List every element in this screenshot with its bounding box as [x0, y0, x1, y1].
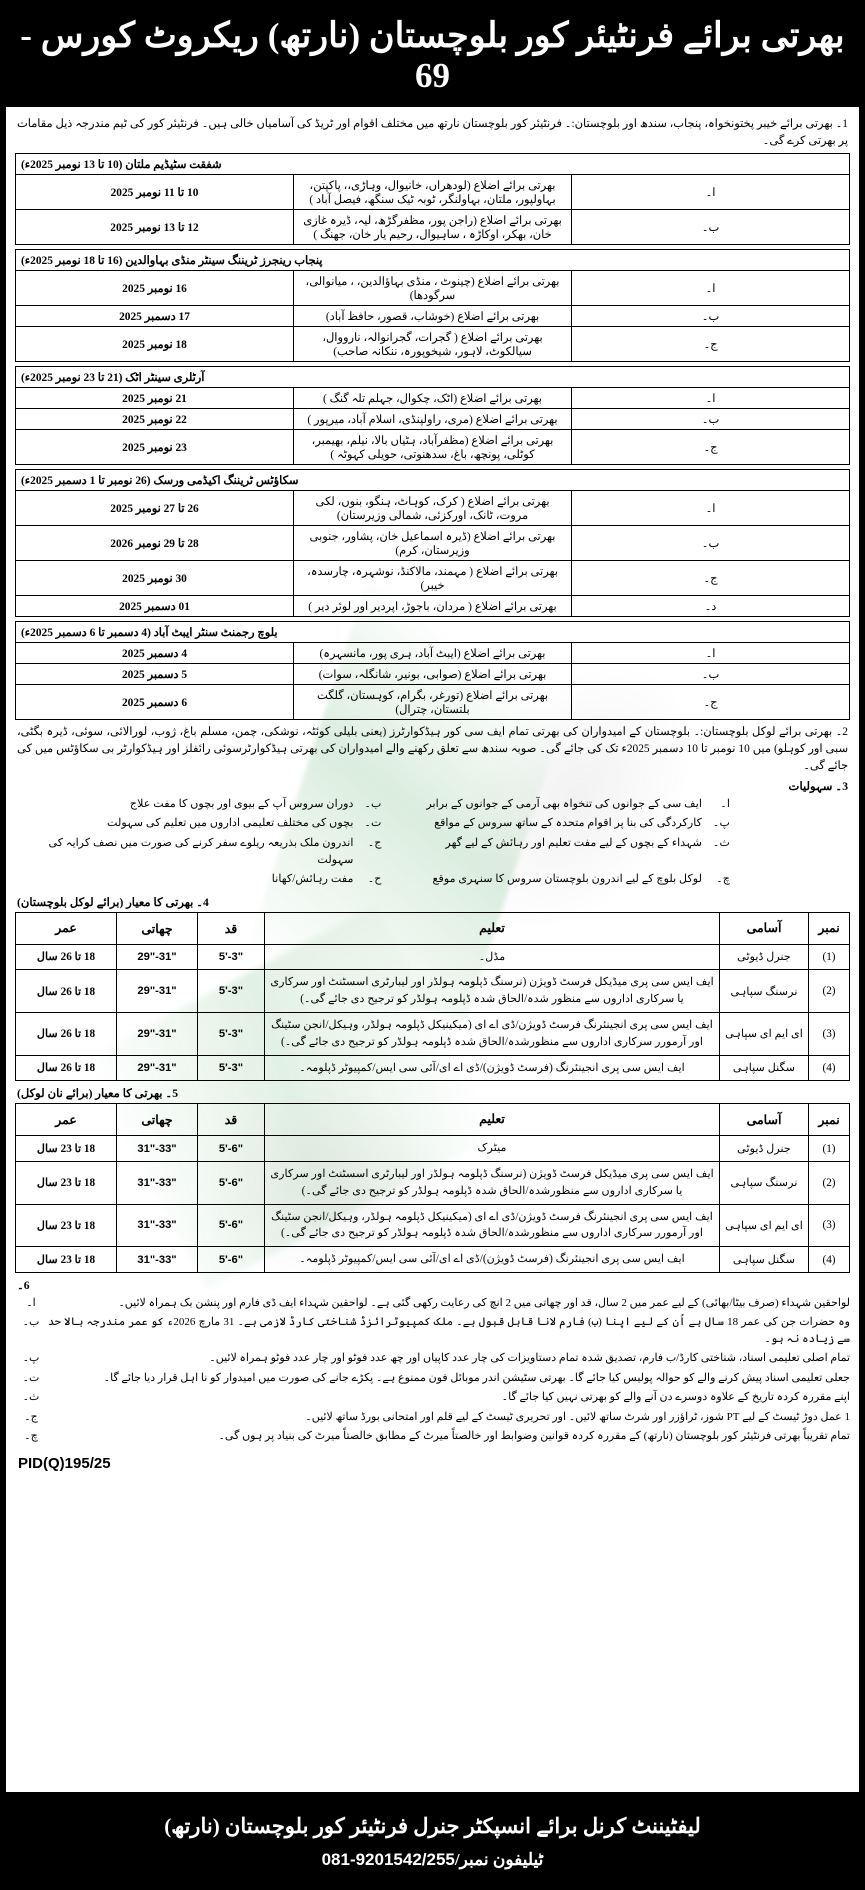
row-chest: 29"-31": [117, 1012, 198, 1055]
row-education: مڈل۔: [265, 944, 720, 970]
schedule-venue-row: [16, 469, 850, 490]
row-index: ا۔: [572, 174, 850, 209]
row-age: 18 تا 26 سال: [16, 970, 117, 1013]
column-header: چھاتی: [117, 1104, 198, 1136]
row-age: 18 تا 23 سال: [16, 1161, 117, 1204]
row-date: 17 دسمبر 2025: [16, 305, 294, 326]
note-text: اپنے مقررہ کردہ تاریخ کے علاوہ دوسرے دن آنے والے کو بھرتی نہیں کیا جائے گا۔: [501, 1391, 850, 1404]
row-number: (4): [809, 1055, 850, 1081]
facility-label: ح۔: [367, 873, 382, 886]
row-age: 18 تا 26 سال: [16, 1055, 117, 1081]
note-label: ث۔: [22, 1391, 40, 1404]
facility-item: [386, 814, 851, 833]
page-footer: [0, 1792, 865, 1886]
schedule-table: [15, 153, 850, 245]
venue-name: شفقت سٹیڈیم ملتان (10 تا 13 نومبر 2025ء): [16, 153, 850, 174]
table-header-row: [16, 912, 850, 944]
row-post: سگنل سپاہی: [720, 1247, 809, 1273]
facility-item: [386, 795, 851, 814]
row-districts: بھرتی برائے اضلاع (ڈیرہ اسماعیل خان، پشاور، جنوبی وزیرستان، کرم): [294, 525, 572, 560]
note-text: لواحقین شہداء (صرف بیٹا/بھائی) کے لیے عمر میں 2 سال، قد اور چھاتی میں 2 انچ کی رعایت رکھی گئی ہے۔ لواحقین شہداء ایف ڈی فارم اور پنشن بک ہمراہ لائیں۔: [118, 1296, 850, 1309]
table-row: [16, 970, 850, 1013]
row-age: 18 تا 23 سال: [16, 1136, 117, 1162]
row-date: 12 تا 13 نومبر 2025: [16, 209, 294, 244]
table-row: [16, 1012, 850, 1055]
note-label: چ۔: [24, 1430, 38, 1443]
row-chest: 31"-33": [117, 1247, 198, 1273]
facility-label: ا۔: [720, 798, 730, 811]
row-height: 5'-6": [198, 1247, 265, 1273]
row-index: ج۔: [572, 429, 850, 464]
schedule-table: [15, 249, 850, 362]
facility-text: شہداء کے بچوں کے لیے مفت تعلیم اور رہائش کے لیے گھر: [445, 836, 702, 849]
row-education: ایف ایس سی پری انجینئرنگ (فرسٹ ڈویژن)/ڈی اے ای/آئی سی ایس/کمپیوٹر ڈپلومہ۔: [265, 1055, 720, 1081]
row-education: ایف ایس سی پری انجینئرنگ فرسٹ ڈویژن/ڈی اے ای (میکینیکل ڈپلومہ ہولڈر، وہیکل/انجن سٹینگ اور آرمورر سرکاری اداروں سے منظورشدہ/الحاق شدہ ڈپلومہ ہولڈر کو ترجیح دی جائے گی۔): [265, 1204, 720, 1247]
facility-item: [15, 814, 386, 833]
row-post: سگنل سپاہی: [720, 1055, 809, 1081]
facility-row: [15, 795, 850, 814]
row-index: ب۔: [572, 663, 850, 684]
venue-name: پنجاب رینجرز ٹریننگ سینٹر منڈی بہاوالدین (16 تا 18 نومبر 2025ء): [16, 249, 850, 270]
criteria-nonlocal-table: [15, 1103, 850, 1273]
row-districts: بھرتی برائے اضلاع (خوشاب، قصور، حافظ آباد): [294, 305, 572, 326]
facility-item: [15, 795, 386, 814]
column-header: تعلیم: [265, 1104, 720, 1136]
facility-text: بچوں کی مختلف تعلیمی اداروں میں تعلیم کی سہولت: [106, 817, 354, 830]
row-districts: بھرتی برائے اضلاع (مری، راولپنڈی، اسلام آباد، میرپور ): [294, 408, 572, 429]
row-post: جنرل ڈیوٹی: [720, 944, 809, 970]
facilities-list: [15, 795, 850, 890]
advertisement-body: [6, 107, 859, 1792]
table-row: [16, 663, 850, 684]
note-label: ت۔: [22, 1371, 40, 1384]
note-item: [15, 1428, 850, 1445]
row-districts: بھرتی برائے اضلاع (راجن پور، مظفرگڑھ، لیہ، ڈیرہ غازی خان، بھکر، اوکاڑہ ، ساہیوال، رحیم یار خان، جھنگ ): [294, 209, 572, 244]
row-districts: بھرتی برائے اضلاع ( مہمند، مالاکنڈ، نوشہرہ، چارسدہ، خیبر): [294, 560, 572, 595]
notes-list: [15, 1278, 850, 1445]
row-date: 5 دسمبر 2025: [16, 663, 294, 684]
row-index: ا۔: [572, 387, 850, 408]
row-age: 18 تا 23 سال: [16, 1247, 117, 1273]
row-number: (2): [809, 1161, 850, 1204]
column-header: آسامی: [720, 912, 809, 944]
row-number: (4): [809, 1247, 850, 1273]
row-districts: بھرتی برائے اضلاع (تورغر، بگرام، کوہستان، گلگت بلتستان، چترال): [294, 684, 572, 719]
row-education: ایف ایس سی پری انجینئرنگ (فرسٹ ڈویژن)/ڈی اے ای/آئی سی ایس/کمپیوٹر ڈپلومہ۔: [265, 1247, 720, 1273]
row-number: (1): [809, 1136, 850, 1162]
table-row: [16, 595, 850, 616]
facility-label: ج۔: [367, 836, 382, 849]
row-chest: 29"-31": [117, 1055, 198, 1081]
row-index: ب۔: [572, 305, 850, 326]
table-row: [16, 408, 850, 429]
row-index: ب۔: [572, 408, 850, 429]
column-header: آسامی: [720, 1104, 809, 1136]
row-index: ج۔: [572, 560, 850, 595]
column-header: چھاتی: [117, 912, 198, 944]
row-date: 26 تا 27 نومبر 2025: [16, 490, 294, 525]
row-districts: بھرتی برائے اضلاع (اٹک، چکوال، جہلم تلہ گنگ ): [294, 387, 572, 408]
row-index: د۔: [572, 595, 850, 616]
row-date: 01 دسمبر 2025: [16, 595, 294, 616]
row-index: ج۔: [572, 684, 850, 719]
row-date: 23 نومبر 2025: [16, 429, 294, 464]
row-chest: 29"-31": [117, 944, 198, 970]
column-header: عمر: [16, 912, 117, 944]
note-item: [15, 1409, 850, 1426]
table-row: [16, 326, 850, 361]
row-post: ای ایم ای سپاہی: [720, 1012, 809, 1055]
recruitment-schedule: [15, 153, 850, 720]
note-label: ب۔: [22, 1316, 40, 1329]
contact-line: [0, 1850, 865, 1870]
row-districts: بھرتی برائے اضلاع (صوابی، بونیر، شانگلہ، سوات): [294, 663, 572, 684]
facility-text: مفت رہائش/کھانا: [271, 873, 354, 886]
venue-name: سکاؤٹس ٹریننگ اکیڈمی ورسک (26 نومبر تا 1 دسمبر 2025ء): [16, 469, 850, 490]
row-age: 18 تا 26 سال: [16, 1012, 117, 1055]
note-item: [15, 1389, 850, 1406]
criteria-local-heading: 5۔ بھرتی کا معیار (برائے نان لوکل): [17, 1087, 179, 1101]
criteria-balochistan-heading: 4۔ بھرتی کا معیار (برائے لوکل بلوچستان): [17, 895, 209, 909]
table-row: [16, 642, 850, 663]
row-height: 5'-6": [198, 1136, 265, 1162]
row-height: 5'-3": [198, 1012, 265, 1055]
row-date: 28 تا 29 نومبر 2026: [16, 525, 294, 560]
row-age: 18 تا 26 سال: [16, 944, 117, 970]
note-text: جعلی تعلیمی اسناد پیش کرنے والے کو حوالہ پولیس کیا جائے گا۔ بھرتی سٹیشن اندر موبائل فون ممنوع ہے۔ پکڑے جانے کی صورت میں امیدوار کو نا اہل قرار دیا جائے گا۔: [103, 1371, 850, 1384]
note-label: ا۔: [26, 1296, 36, 1309]
row-number: (2): [809, 970, 850, 1013]
table-row: [16, 387, 850, 408]
note-label: ج۔: [24, 1410, 38, 1423]
row-districts: بھرتی برائے اضلاع (ایبٹ آباد، ہری پور، مانسہرہ): [294, 642, 572, 663]
table-row: [16, 1055, 850, 1081]
row-date: 6 دسمبر 2025: [16, 684, 294, 719]
row-date: 22 نومبر 2025: [16, 408, 294, 429]
table-row: [16, 305, 850, 326]
facility-row: [15, 814, 850, 833]
row-districts: بھرتی برائے اضلاع (چینوٹ ، منڈی بہاؤالدین، ، میانوالی، سرگودھا): [294, 270, 572, 305]
row-post: جنرل ڈیوٹی: [720, 1136, 809, 1162]
schedule-venue-row: [16, 249, 850, 270]
row-height: 5'-6": [198, 1161, 265, 1204]
row-date: 30 نومبر 2025: [16, 560, 294, 595]
row-date: 18 نومبر 2025: [16, 326, 294, 361]
row-height: 5'-6": [198, 1204, 265, 1247]
row-chest: 31"-33": [117, 1136, 198, 1162]
row-date: 4 دسمبر 2025: [16, 642, 294, 663]
schedule-table: [15, 366, 850, 465]
row-education: ایف ایس سی پری میڈیکل فرسٹ ڈویژن (نرسنگ ڈپلومہ ہولڈر اور لیبارٹری اسسٹنٹ اور سرکاری یا سرکاری اداروں سے منظورشدہ/الحاق شدہ ڈپلومہ ہولڈر کو ترجیح دی جائے گی۔): [265, 1161, 720, 1204]
row-districts: بھرتی برائے اضلاع ( مردان، باجوڑ، اپردیر اور لوئر دیر ): [294, 595, 572, 616]
facility-label: ث۔: [712, 836, 730, 849]
row-districts: بھرتی برائے اضلاع ( گجرات، گجرانوالہ، نارووال، سیالکوٹ، لاہور، شیخوپورہ، ننکانہ صاحب): [294, 326, 572, 361]
table-row: [16, 490, 850, 525]
table-row: [16, 1161, 850, 1204]
venue-name: آرٹلری سینٹر اٹک (21 تا 23 نومبر 2025ء): [16, 366, 850, 387]
table-row: [16, 209, 850, 244]
table-row: [16, 560, 850, 595]
facility-text: اندرون ملک بذریعہ ریلوے سفر کرنے کی صورت میں نصف کرایہ کی سہولت: [48, 836, 354, 867]
note-item: [15, 1370, 850, 1387]
note-item: [15, 1314, 850, 1347]
pid-number: PID(Q)195/25: [18, 1454, 111, 1472]
facility-item: [386, 834, 851, 871]
schedule-venue-row: [16, 621, 850, 642]
table-row: [16, 1136, 850, 1162]
row-districts: بھرتی برائے اضلاع ( کرک، کوہاٹ، ہنگو، بنوں، لکی مروت، ٹانک، اورکزئی، شمالی وزیرستان): [294, 490, 572, 525]
facility-text: دوران سروس آپ کے بیوی اور بچوں کا مفت علاج: [129, 798, 354, 811]
facility-item: [15, 870, 386, 889]
content-area: [15, 116, 850, 1474]
facility-row: [15, 870, 850, 889]
table-row: [16, 1204, 850, 1247]
row-index: ب۔: [572, 525, 850, 560]
table-header-row: [16, 1104, 850, 1136]
table-row: [16, 525, 850, 560]
schedule-venue-row: [16, 153, 850, 174]
row-index: ا۔: [572, 642, 850, 663]
note-text: 1 عمل دوڑ ٹیسٹ کے لیے PT شوز، ٹراؤزر اور شرٹ ساتھ لائیں۔ اور تحریری ٹیسٹ کے لیے قلم اور امتحانی بورڈ ساتھ لائیں۔: [305, 1410, 850, 1423]
table-row: [16, 270, 850, 305]
row-number: (3): [809, 1012, 850, 1055]
facility-text: ایف سی کے جوانوں کی تنخواہ بھی آرمی کے جوانوں کے برابر: [426, 798, 702, 811]
facility-label: پ۔: [712, 817, 730, 830]
table-row: [16, 944, 850, 970]
row-education: میٹرک: [265, 1136, 720, 1162]
row-chest: 31"-33": [117, 1161, 198, 1204]
signature-line: لیفٹیننٹ کرنل برائے انسپکٹر جنرل فرنٹیئر کور بلوچستان (نارتھ): [164, 1813, 701, 1838]
row-height: 5'-3": [198, 944, 265, 970]
facilities-heading: 3۔ سہولیات: [788, 780, 848, 794]
facility-label: ت۔: [364, 817, 382, 830]
facility-label: ب۔: [364, 798, 382, 811]
note-item: [15, 1350, 850, 1367]
row-date: 21 نومبر 2025: [16, 387, 294, 408]
table-row: [16, 684, 850, 719]
row-education: ایف ایس سی پری میڈیکل فرسٹ ڈویژن (نرسنگ ڈپلومہ ہولڈر اور لیبارٹری اسسٹنٹ اور سرکاری یا سرکاری اداروں سے منظور شدہ/الحاق شدہ ڈپلومہ ہولڈر کو ترجیح دی جائے گی۔): [265, 970, 720, 1013]
row-post: نرسنگ سپاہی: [720, 1161, 809, 1204]
facility-text: لوکل بلوچ کے لیے اندرون بلوچستان سروس کا سنہری موقع: [432, 873, 702, 886]
column-header: تعلیم: [265, 912, 720, 944]
schedule-table: [15, 621, 850, 720]
column-header: نمبر: [809, 912, 850, 944]
note-text: تمام اصلی تعلیمی اسناد، شناختی کارڈ/ب فارم، تصدیق شدہ تمام دستاویزات کی چار عدد کاپیاں اور چھ عدد فوٹو اور چار عدد فوٹو ہمراہ لائیں۔: [209, 1352, 850, 1365]
note-item: [15, 1295, 850, 1312]
facility-item: [386, 870, 851, 889]
row-height: 5'-3": [198, 1055, 265, 1081]
row-districts: بھرتی برائے اضلاع (مظفرآباد، ہٹیاں بالا، نیلم، بھیمبر، کوٹلی، پونچھ، باغ، سدھنوتی، حویلی کہوٹہ ): [294, 429, 572, 464]
phone-label: ٹیلیفون نمبر/: [454, 1849, 544, 1869]
phone-number: 081-9201542/255: [321, 1849, 455, 1869]
note-label: پ۔: [22, 1352, 40, 1365]
table-row: [16, 429, 850, 464]
row-index: ا۔: [572, 270, 850, 305]
row-date: 10 تا 11 نومبر 2025: [16, 174, 294, 209]
schedule-table: [15, 469, 850, 617]
column-header: قد: [198, 912, 265, 944]
facility-label: چ۔: [716, 873, 730, 886]
row-age: 18 تا 23 سال: [16, 1204, 117, 1247]
notes-heading: 6۔: [17, 1278, 30, 1292]
facility-text: کارکردگی کی بنا پر اقوام متحدہ کے ساتھ سروس کے مواقع: [434, 817, 702, 830]
note-text: وہ حضرات جن کی عمر 18 سال ہے اُن کے لیے اپنا (ب) فارم لانا قابل قبول ہے۔ ملک کمپیوٹرائزڈ شناختی کارڈ لازمی ہے۔ 31 مارچ 2026ء کو عمر مندرجہ بالا حد سے زیادہ نہ ہو۔: [48, 1316, 850, 1345]
local-balochistan-paragraph: 2۔ بھرتی برائے لوکل بلوچستان:۔ بلوچستان کے امیدواران کی بھرتی تمام ایف سی کور ہیڈکوارٹرز (یعنی بلیلی کوئٹہ، نوشکی، چمن، مسلم باغ، ژوب، لورالائی، سوئی، ڈیرہ بگٹی، سبی اور کوہلو) میں 10 نومبر تا 10 دسمبر 2025ء تک کی جائے گی۔ صوبہ سندھ سے تعلق رکھنے والے امیدواران کی بھرتی ہیڈکوارٹرسوئی رائفلز اور ہیڈکوارٹر بی سکاؤٹس میں کی جائے گی۔: [17, 725, 848, 772]
row-height: 5'-3": [198, 970, 265, 1013]
column-header: عمر: [16, 1104, 117, 1136]
note-text: تمام تقریباً بھرتی فرنٹیئر کور بلوچستان (نارتھ) کے مقررہ کردہ قوانین وضوابط اور خالصتاً میرٹ کے مطابق خالصتاً میرٹ کی بنیاد پر ہوں گی۔: [218, 1430, 850, 1443]
page-title: بھرتی برائے فرنٹیئر کور بلوچستان (نارتھ) ریکروٹ کورس - 69: [0, 0, 865, 107]
facility-item: [15, 834, 386, 871]
row-districts: بھرتی برائے اضلاع (لودھراں، خانیوال، وہاڑی،، پاکپتن، بہاولپور، ملتان، بہاولنگر، ٹوبہ ٹیک سنگھ، فیصل آباد ): [294, 174, 572, 209]
row-education: ایف ایس سی پری انجینئرنگ فرسٹ ڈویژن/ڈی اے ای (میکینیکل ڈپلومہ ہولڈر، وہیکل/انجن سٹینگ اور آرمورر سرکاری اداروں سے منظورشدہ/الحاق شدہ ڈپلومہ ہولڈر کو ترجیح دی جائے گی۔): [265, 1012, 720, 1055]
facility-row: [15, 834, 850, 871]
criteria-balochistan-table: [15, 912, 850, 1082]
row-post: ای ایم ای سپاہی: [720, 1204, 809, 1247]
row-date: 16 نومبر 2025: [16, 270, 294, 305]
row-index: ا۔: [572, 490, 850, 525]
row-chest: 31"-33": [117, 1204, 198, 1247]
table-row: [16, 174, 850, 209]
venue-name: بلوچ رجمنٹ سنٹر ایبٹ آباد (4 دسمبر تا 6 دسمبر 2025ء): [16, 621, 850, 642]
table-row: [16, 1247, 850, 1273]
intro-paragraph: 1۔ بھرتی برائے خیبر پختونخواہ، پنجاب، سندھ اور بلوچستان:۔ فرنٹیئر کور بلوچستان نارتھ میں مختلف اقوام اور ٹریڈ کی آسامیاں خالی ہیں۔ فرنٹیئر کور کی ٹیم مندرجہ ذیل مقامات پر بھرتی کرے گی۔: [17, 117, 848, 147]
column-header: نمبر: [809, 1104, 850, 1136]
row-index: ب۔: [572, 209, 850, 244]
row-number: (3): [809, 1204, 850, 1247]
row-chest: 29"-31": [117, 970, 198, 1013]
row-index: ج۔: [572, 326, 850, 361]
column-header: قد: [198, 1104, 265, 1136]
row-post: نرسنگ سپاہی: [720, 970, 809, 1013]
schedule-venue-row: [16, 366, 850, 387]
row-number: (1): [809, 944, 850, 970]
